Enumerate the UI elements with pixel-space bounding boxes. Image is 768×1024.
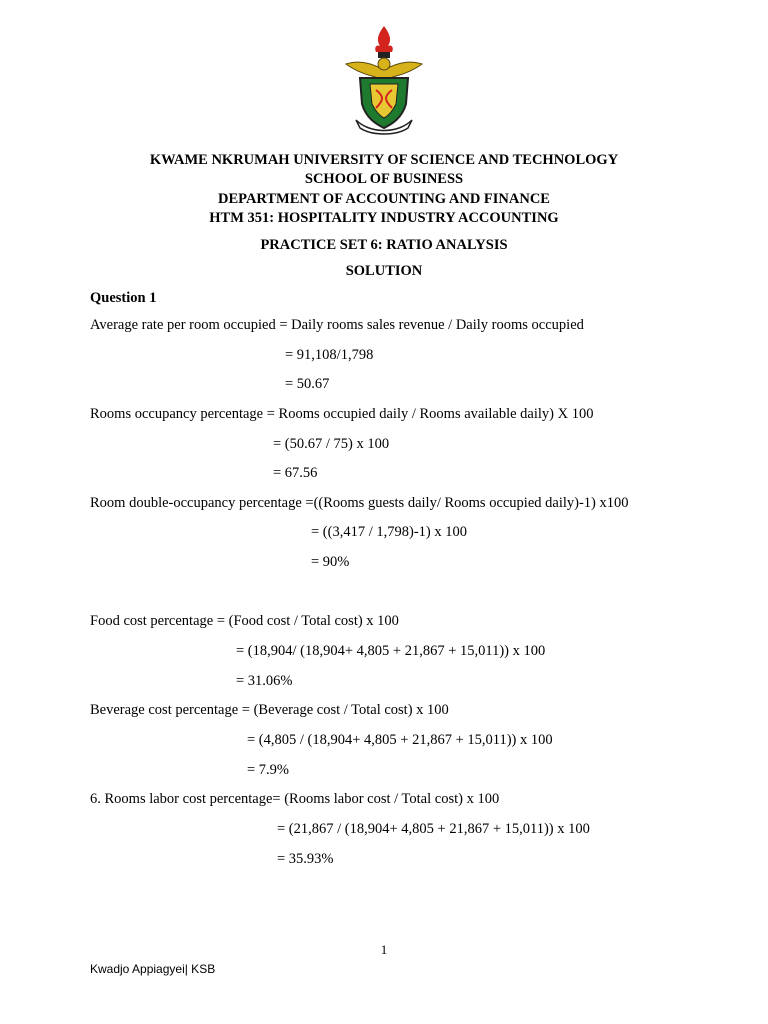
question-title: Question 1: [90, 290, 157, 306]
page-number: 1: [380, 942, 388, 957]
department-name: DEPARTMENT OF ACCOUNTING AND FINANCE: [218, 191, 550, 207]
result-line: = 7.9%: [247, 762, 290, 778]
formula-line: Average rate per room occupied = Daily rooms sales revenue / Daily rooms occupied: [90, 317, 584, 333]
calculation-line: = 91,108/1,798: [285, 347, 374, 363]
calculation-line: = (21,867 / (18,904+ 4,805 + 21,867 + 15,011)) x 100: [277, 821, 590, 837]
result-line: = 31.06%: [236, 673, 293, 689]
result-line: = 67.56: [273, 465, 318, 481]
school-name: SCHOOL OF BUSINESS: [304, 171, 464, 187]
university-crest-icon: [340, 24, 428, 136]
result-line: = 35.93%: [277, 851, 334, 867]
footer-author: Kwadjo Appiagyei| KSB: [90, 962, 216, 976]
practice-set-title: PRACTICE SET 6: RATIO ANALYSIS: [260, 237, 508, 253]
formula-line: Room double-occupancy percentage =((Rooms guests daily/ Rooms occupied daily)-1) x100: [90, 495, 629, 511]
result-line: = 90%: [311, 554, 350, 570]
formula-line: Rooms occupancy percentage = Rooms occupied daily / Rooms available daily) X 100: [90, 406, 594, 422]
formula-line: 6. Rooms labor cost percentage= (Rooms labor cost / Total cost) x 100: [90, 791, 500, 807]
calculation-line: = ((3,417 / 1,798)-1) x 100: [311, 524, 467, 540]
formula-line: Food cost percentage = (Food cost / Total cost) x 100: [90, 613, 399, 629]
calculation-line: = (18,904/ (18,904+ 4,805 + 21,867 + 15,011)) x 100: [236, 643, 546, 659]
formula-line: Beverage cost percentage = (Beverage cost / Total cost) x 100: [90, 702, 449, 718]
calculation-line: = (50.67 / 75) x 100: [273, 436, 390, 452]
calculation-line: = (4,805 / (18,904+ 4,805 + 21,867 + 15,011)) x 100: [247, 732, 553, 748]
course-title: HTM 351: HOSPITALITY INDUSTRY ACCOUNTING: [209, 210, 559, 226]
university-name: KWAME NKRUMAH UNIVERSITY OF SCIENCE AND TECHNOLOGY: [149, 152, 619, 168]
result-line: = 50.67: [285, 376, 330, 392]
solution-heading: SOLUTION: [345, 263, 423, 279]
